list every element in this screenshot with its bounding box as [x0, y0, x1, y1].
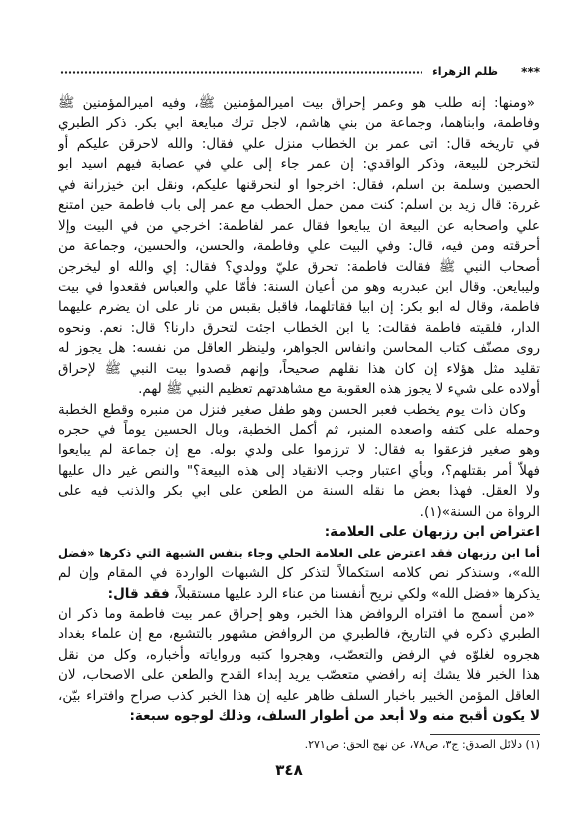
page-number: ٣٤٨: [275, 761, 303, 779]
section-heading: اعتراض ابن رزبهان على العلامة:: [324, 524, 540, 541]
text-line: وكان ذات يوم يخطب فعبر الحسن وهو طفل صغير فنزل من منبره وقطع الخطبة: [58, 401, 526, 418]
footnote: (١) دلائل الصدق: ج٣، ص٧٨، عن نهج الحق: ص٢٧١.: [304, 738, 540, 751]
text-line: «من أسمج ما افتراه الروافض هذا الخبر، وهو إحراق عمر بيت فاطمة وما ذكر ان: [58, 605, 535, 622]
text-line: أحرقته ومن فيه، قال: وفي البيت علي وفاطمة، والحسن، والحسين، وجماعة من: [58, 238, 540, 255]
text-line: الله»، وسنذكر نص كلامه استكمالاً لتذكر كل الشبهات الواردة في المقام وإن لم: [58, 565, 540, 582]
text-line: وليبايعن. وقال ابن عبدربه وهو من أعيان السنة: فأمّا علي والعباس فقعدوا في بيت: [58, 278, 540, 295]
text-line: فاطمة، وقال له ابو بكر: إن ابيا فقاتلهما، فاقبل بقبس من نار على ان يضرم عليهما: [58, 299, 540, 316]
text-line: [58, 584, 540, 604]
text-line: لتخرجن للبيعة، وذكر الواقدي: إن عمر جاء إلى علي في عصابة فيهم اسيد ابو: [58, 156, 540, 173]
running-header: [58, 63, 540, 81]
text-line: وفاطمة، وابناهما، وجماعة من بني هاشم، لاجل ترك مبايعة ابي بكر. ذكر الطبري: [58, 115, 540, 132]
text-line: الحصين وسلمة بن اسلم، فقال: اخرجوا او لنحرقنها عليكم، ونقل ابن خيزرانة في: [58, 176, 540, 193]
text-line: في تاريخه قال: اتى عمر بن الخطاب منزل علي فقال: والله لاحرقن عليكم أو: [58, 135, 540, 152]
header-stars: ***: [521, 65, 540, 79]
text-line: هجروه لغلوّه في الرفض والتعصّب، وهجروا كتبه ورواياته وأخباره، وكل من نقل: [58, 646, 540, 663]
text-line: ولا العقل. فهذا بعض ما نقله السنة من الطعن على ابي بكر والذنب فيه على: [58, 483, 540, 500]
page-body: [58, 93, 540, 727]
header-dotted-rule: [60, 70, 422, 75]
book-title: ظلم الزهراء: [432, 65, 498, 78]
text-line: العاقل المؤمن الخبير باخبار السلف ظاهر عليه إن هذا الخبر كذب صراح وافتراء بيّن،: [58, 687, 540, 704]
text-line: روى مصنّف كتاب المحاسن وانفاس الجواهر، ولينظر العاقل من نفسه: هل يجوز له: [58, 340, 540, 357]
text-line: فهلاّ أمر بقتلهم؟، وبأي اعتبار وجب الانقياد إلى هذه البيعة؟" والنص غير دال عليها: [58, 462, 540, 479]
text-line: أولاده على شيء لا يجوز هذه العقوبة مع مشاهدتهم تعظيم النبي ﷺ لهم.: [138, 381, 540, 398]
text-line: وحمله على كتفه واصعده المنبر، ثم أكمل الخطبة، وبال الحسين يوماً في حجره: [58, 422, 540, 438]
text-line: الدار، فلقيته فاطمة فقالت: يا ابن الخطاب اجئت لتحرق دارنا؟ قال: نعم. ونحوه: [58, 319, 540, 336]
text-line: هذا الخبر فلا يشك إنه رافضي متعصّب يريد إبداء القدح والطعن على الاصحاب، لان: [58, 667, 540, 684]
emphasized-segment: فقد قال:: [107, 585, 170, 602]
text-line: وهو صغير فزعقوا به فقال: لا ترزموا على ولدي بوله. مع إن جماعة لم يبايعوا: [58, 442, 540, 459]
text-segment: يذكرها «فضل الله» ولكي نريح أنفسنا من عناء الرد عليها مستقبلاً،: [174, 585, 540, 602]
text-line: علي واصحابه عن البيعة ان يبايعوا فقال عمر لفاطمة: اخرجي من في البيت وإلا: [58, 217, 540, 234]
text-line: تقليد مثل هؤلاء إن كان هذا نقلهم صحيحاً، وإنهم قصدوا بيت النبي ﷺ لإحراق: [58, 360, 540, 377]
text-line: أما ابن رزبهان فقد اعترض على العلامة الحلي وجاء بنفس الشبهة التي ذكرها «فضل: [58, 545, 540, 560]
footnote-separator: [430, 734, 540, 735]
text-line: الطبري ذكره في التاريخ، فالطبري من الروافض مشهور بالتشيع، مع إن علماء بغداد: [58, 626, 540, 643]
text-line: غررة: قال زيد بن اسلم: كنت ممن حمل الحطب مع عمر إلى باب فاطمة حين امتنع: [58, 197, 540, 214]
text-line: الرواة من السنة»(١).: [419, 503, 540, 520]
text-line: أصحاب النبي ﷺ فقالت فاطمة: تحرق عليّ وولدي؟ فقال: إي والله او ليخرجن: [58, 258, 540, 275]
text-line: لا يكون أقبح منه ولا أبعد من أطوار السلف، وذلك لوجوه سبعة:: [129, 708, 540, 725]
text-line: «ومنها: إنه طلب هو وعمر إحراق بيت اميرالمؤمنين ﷺ، وفيه اميرالمؤمنين ﷺ: [58, 95, 535, 111]
